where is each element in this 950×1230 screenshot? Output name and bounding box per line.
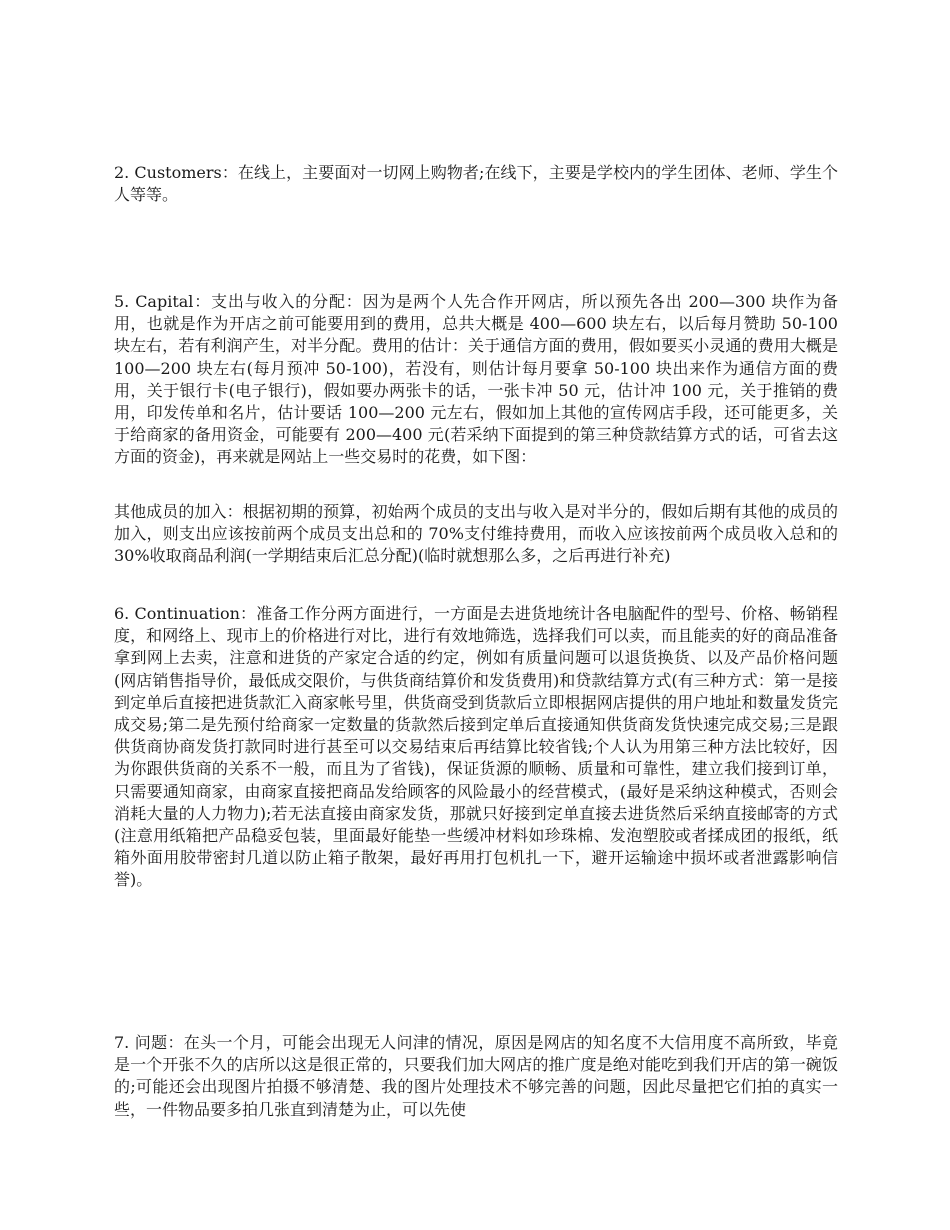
paragraph-other-members: 其他成员的加入：根据初期的预算，初始两个成员的支出与收入是对半分的，假如后期有其他的成员的加入，则支出应该按前两个成员支出总和的 70%支付维持费用，而收入应该按前两个成员收入总和的 30%收取商品利润(一学期结束后汇总分配)(临时就想那么多，之后再进行补充) [114,502,838,566]
paragraph-problems: 7. 问题：在头一个月，可能会出现无人问津的情况，原因是网店的知名度不大信用度不高所致，毕竟是一个开张不久的店所以这是很正常的，只要我们加大网店的推广度是绝对能吃到我们开店的第一碗饭的;可能还会出现图片拍摄不够清楚、我的图片处理技术不够完善的问题，因此尽量把它们拍的真实一些，一件物品要多拍几张直到清楚为止，可以先使 [114,1033,838,1119]
paragraph-customers: 2. Customers：在线上，主要面对一切网上购物者;在线下，主要是学校内的学生团体、老师、学生个人等等。 [114,163,838,205]
paragraph-continuation: 6. Continuation：准备工作分两方面进行，一方面是去进货地统计各电脑配件的型号、价格、畅销程度，和网络上、现市上的价格进行对比，进行有效地筛选，选择我们可以卖，而且能卖的好的商品准备拿到网上去卖，注意和进货的产家定合适的约定，例如有质量问题可以退货换货、以及产品价格问题(网店销售指导价，最低成交限价，与供货商结算价和发货费用)和贷款结算方式(有三种方式：第一是接到定单后直接把进货款汇入商家帐号里，供货商受到货款后立即根据网店提供的用户地址和数量发货完成交易;第二是先预付给商家一定数量的货款然后接到定单后直接通知供货商发货快速完成交易;三是跟供货商协商发货打款同时进行甚至可以交易结束后再结算比较省钱;个人认为用第三种方法比较好，因为你跟供货商的关系不一般，而且为了省钱)，保证货源的顺畅、质量和可靠性，建立我们接到订单，只需要通知商家，由商家直接把商品发给顾客的风险最小的经营模式，(最好是采纳这种模式，否则会消耗大量的人力物力);若无法直接由商家发货，那就只好接到定单直接去进货然后采纳直接邮寄的方式(注意用纸箱把产品稳妥包装，里面最好能垫一些缓冲材料如珍珠棉、发泡塑胶或者揉成团的报纸，纸箱外面用胶带密封几道以防止箱子散架，最好再用打包机扎一下，避开运输途中损坏或者泄露影响信誉)。 [114,604,838,890]
paragraph-capital: 5. Capital：支出与收入的分配：因为是两个人先合作开网店，所以预先各出 200—300 块作为备用，也就是作为开店之前可能要用到的费用，总共大概是 400—600 块左右，以后每月赞助 50-100 块左右，若有利润产生，对半分配。费用的估计：关于通信方面的费用，假如要买小灵通的费用大概是 100—200 块左右(每月预冲 50-100)，若没有，则估计每月要拿 50-100 块出来作为通信方面的费用，关于银行卡(电子银行)，假如要办两张卡的话，一张卡冲 50 元，估计冲 100 元，关于推销的费用，印发传单和名片，估计要话 100—200 元左右，假如加上其他的宣传网店手段，还可能更多，关于给商家的备用资金，可能要有 200—400 元(若采纳下面提到的第三种贷款结算方式的话，可省去这方面的资金)，再来就是网站上一些交易时的花费，如下图： [114,292,838,467]
